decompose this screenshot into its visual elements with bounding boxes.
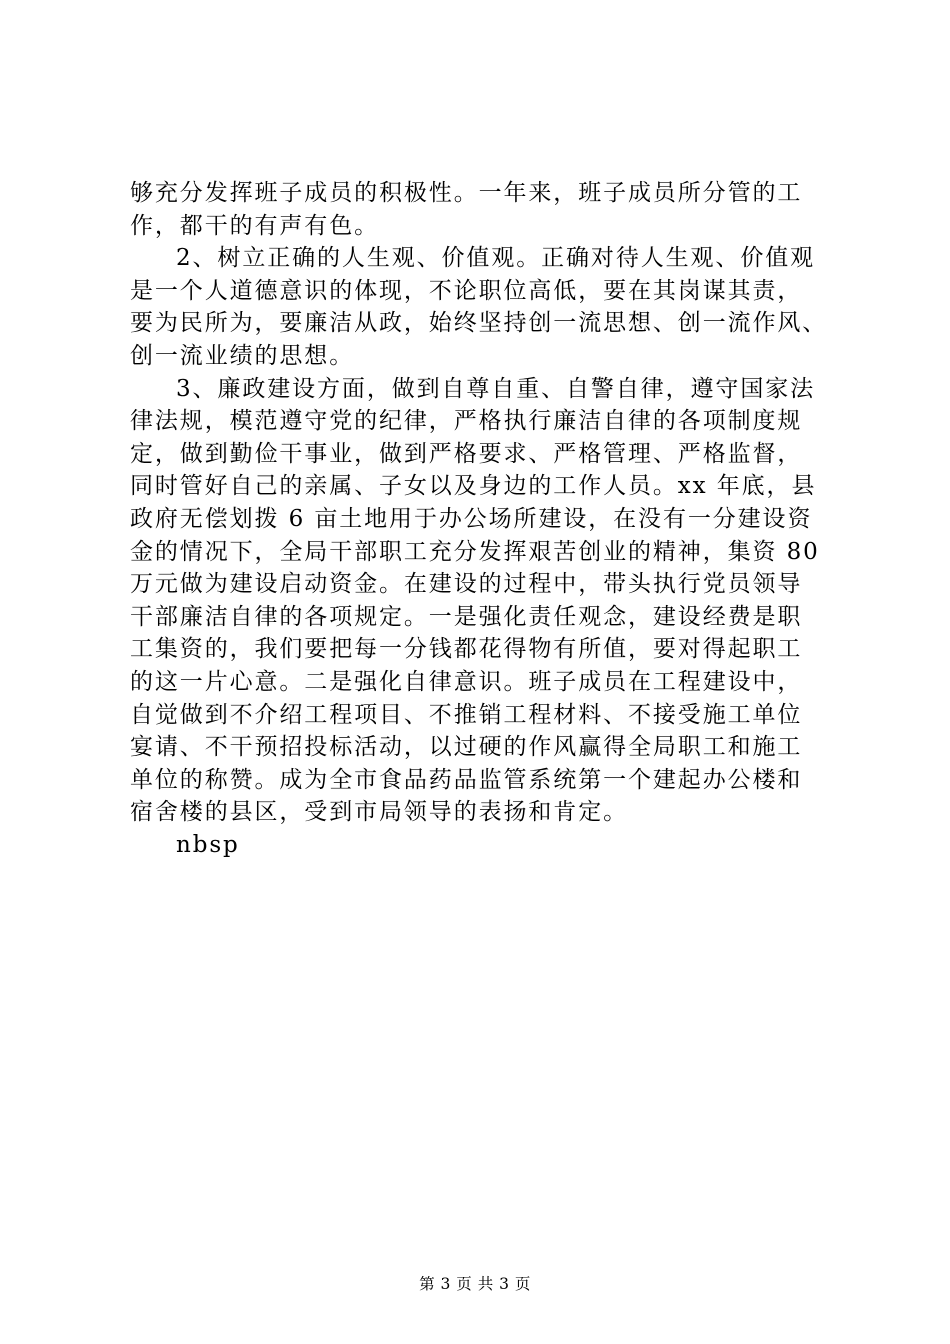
page-number-label: 第 3 页 共 3 页 bbox=[419, 1275, 531, 1293]
paragraph-start-line: 2、树立正确的人生观、价值观。正确对待人生观、价值观 bbox=[176, 245, 816, 272]
text-line: 万元做为建设启动资金。在建设的过程中，带头执行党员领导 bbox=[130, 571, 803, 598]
paragraph-start-line: nbsp bbox=[176, 831, 240, 858]
text-line: 工集资的，我们要把每一分钱都花得物有所值，要对得起职工 bbox=[130, 636, 803, 663]
text-line: 自觉做到不介绍工程项目、不推销工程材料、不接受施工单位 bbox=[130, 701, 803, 728]
text-line: 要为民所为，要廉洁从政，始终坚持创一流思想、创一流作风、 bbox=[130, 310, 828, 337]
text-line: 创一流业绩的思想。 bbox=[130, 342, 355, 369]
text-line: 是一个人道德意识的体现，不论职位高低，要在其岗谋其责， bbox=[130, 277, 803, 304]
paragraph-start-line: 3、廉政建设方面，做到自尊自重、自警自律，遵守国家法 bbox=[176, 375, 816, 402]
text-line: 单位的称赞。成为全市食品药品监管系统第一个建起办公楼和 bbox=[130, 766, 803, 793]
text-line: 政府无偿划拨 6 亩土地用于办公场所建设，在没有一分建设资 bbox=[130, 505, 813, 532]
text-line: 作，都干的有声有色。 bbox=[130, 212, 379, 239]
text-line: 定，做到勤俭干事业，做到严格要求、严格管理、严格监督， bbox=[130, 440, 803, 467]
text-line: 同时管好自己的亲属、子女以及身边的工作人员。xx 年底，县 bbox=[130, 473, 817, 500]
text-line: 的这一片心意。二是强化自律意识。班子成员在工程建设中， bbox=[130, 668, 803, 695]
text-line: 金的情况下，全局干部职工充分发挥艰苦创业的精神，集资 80 bbox=[130, 538, 820, 565]
text-line: 够充分发挥班子成员的积极性。一年来，班子成员所分管的工 bbox=[130, 180, 803, 206]
text-line: 律法规，模范遵守党的纪律，严格执行廉洁自律的各项制度规 bbox=[130, 408, 803, 435]
page-footer bbox=[0, 1274, 950, 1294]
body-text bbox=[130, 177, 850, 861]
text-line: 干部廉洁自律的各项规定。一是强化责任观念，建设经费是职 bbox=[130, 603, 803, 630]
text-line: 宿舍楼的县区，受到市局领导的表扬和肯定。 bbox=[130, 799, 628, 826]
text-line: 宴请、不干预招投标活动，以过硬的作风赢得全局职工和施工 bbox=[130, 734, 803, 761]
